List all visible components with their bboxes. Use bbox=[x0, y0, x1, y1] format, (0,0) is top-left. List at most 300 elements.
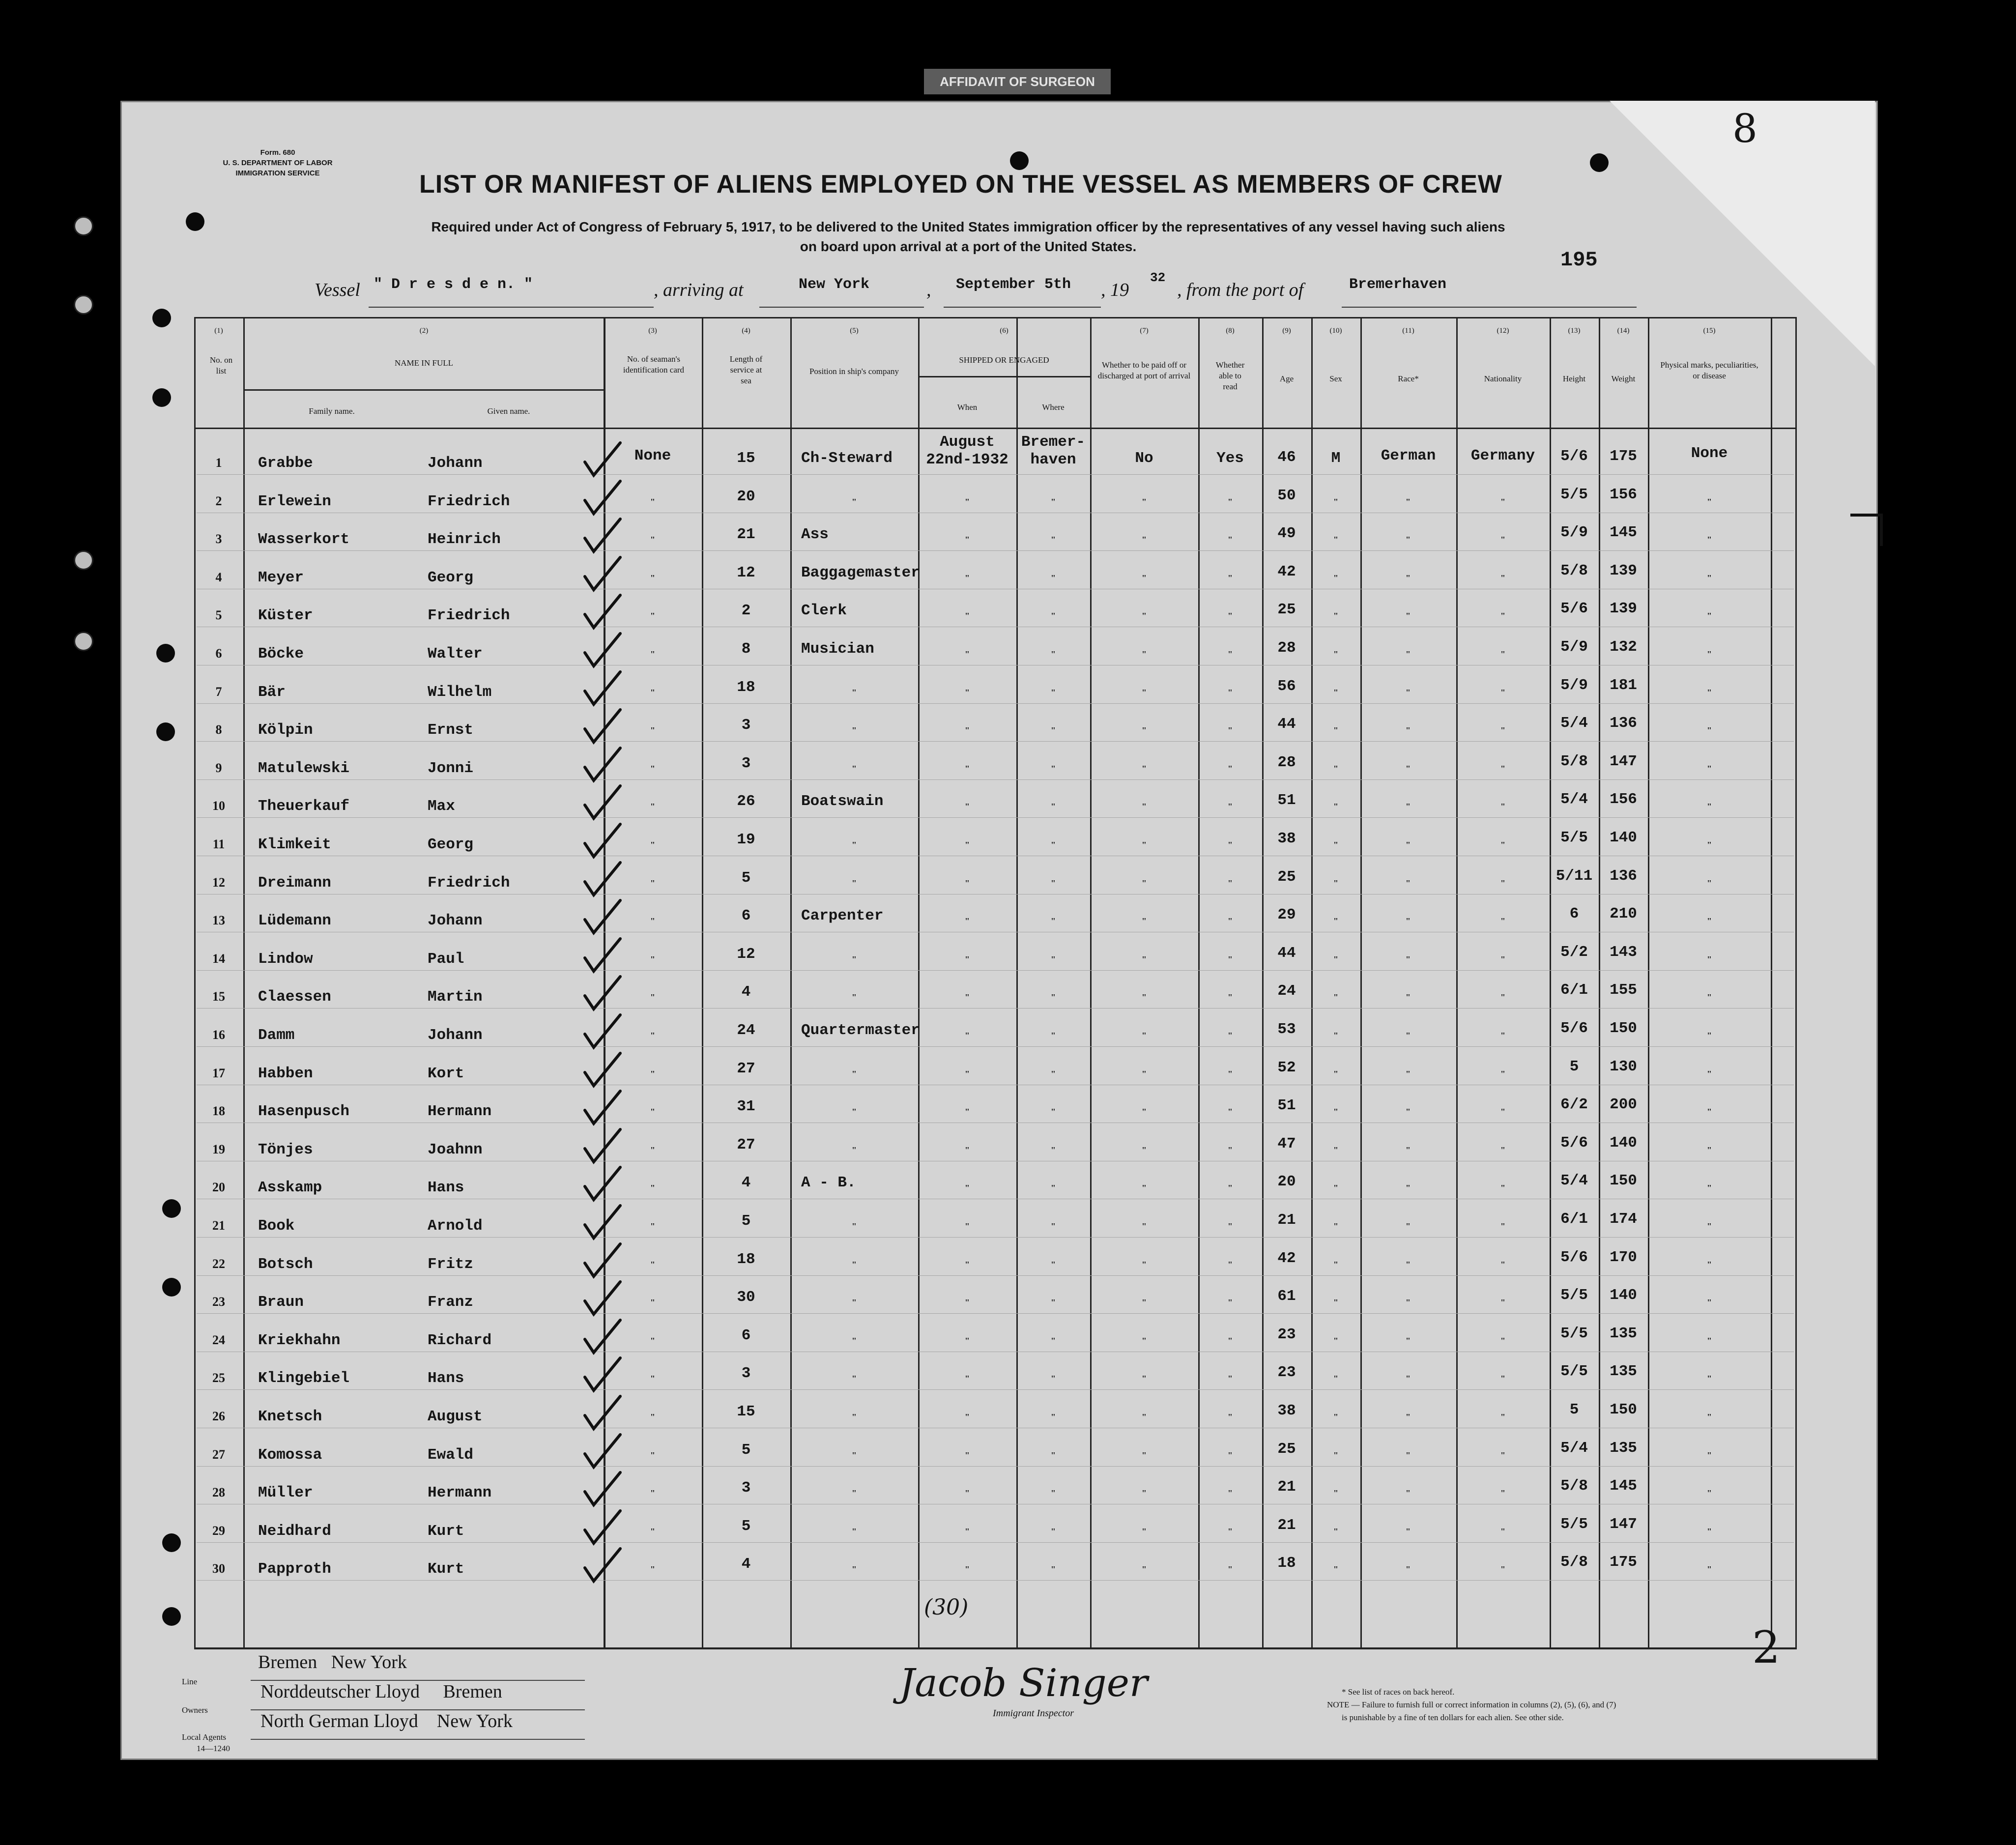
date-value: September 5th bbox=[956, 276, 1071, 293]
ditto-mark: " bbox=[1228, 725, 1233, 735]
ditto-mark: " bbox=[1406, 764, 1411, 774]
check-mark-icon bbox=[580, 860, 624, 899]
age: 23 bbox=[1277, 1364, 1296, 1381]
height: 5/9 bbox=[1560, 524, 1588, 541]
service-years: 18 bbox=[737, 1251, 755, 1268]
ditto-mark: " bbox=[965, 1412, 970, 1422]
binder-hole bbox=[152, 309, 171, 327]
family-name: Dreimann bbox=[258, 874, 331, 892]
age: 50 bbox=[1277, 487, 1296, 504]
ditto-mark: " bbox=[1228, 1527, 1233, 1536]
given-name: Heinrich bbox=[428, 531, 501, 548]
family-name: Book bbox=[258, 1217, 295, 1235]
ditto-mark: " bbox=[1333, 764, 1338, 774]
ditto-mark: " bbox=[1142, 1374, 1147, 1384]
ditto-mark: " bbox=[1707, 1069, 1712, 1079]
corner-mark: 8 bbox=[1732, 106, 1757, 151]
row-rule bbox=[197, 474, 1794, 475]
row-rule bbox=[197, 1313, 1794, 1314]
given-name: Friedrich bbox=[428, 607, 510, 624]
ditto-mark: " bbox=[852, 1221, 857, 1231]
header-race: Race* bbox=[1398, 374, 1419, 383]
ditto-mark: " bbox=[1500, 954, 1505, 964]
ditto-mark: " bbox=[650, 1450, 655, 1460]
weight: 150 bbox=[1610, 1020, 1637, 1037]
header-family-name: Family name. bbox=[309, 406, 355, 416]
ditto-mark: " bbox=[1228, 573, 1233, 583]
check-mark-icon bbox=[580, 1279, 624, 1318]
row-rule bbox=[197, 550, 1794, 551]
height: 5/11 bbox=[1555, 867, 1593, 885]
service-years: 6 bbox=[741, 907, 751, 924]
weight: 150 bbox=[1610, 1172, 1637, 1189]
vessel-label: Vessel bbox=[315, 280, 360, 300]
col-num: (15) bbox=[1703, 327, 1716, 335]
ditto-mark: " bbox=[1228, 1260, 1233, 1269]
ditto-mark: " bbox=[1142, 1297, 1147, 1307]
ditto-mark: " bbox=[1707, 1412, 1712, 1422]
ditto-mark: " bbox=[650, 1488, 655, 1498]
height: 5/6 bbox=[1560, 448, 1588, 465]
col-num: (6) bbox=[1000, 327, 1008, 335]
ditto-mark: " bbox=[1142, 1183, 1147, 1193]
service-years: 4 bbox=[741, 983, 751, 1001]
ditto-mark: " bbox=[1333, 1297, 1338, 1307]
header-seaman-card: No. of seaman's identification card bbox=[623, 354, 685, 375]
list-number: 25 bbox=[212, 1371, 225, 1385]
check-mark-icon bbox=[580, 1012, 624, 1051]
port-value: Bremerhaven bbox=[1349, 276, 1447, 293]
ditto-mark: " bbox=[650, 878, 655, 888]
weight: 135 bbox=[1610, 1363, 1637, 1380]
ditto-mark: " bbox=[1228, 1183, 1233, 1193]
check-mark-icon bbox=[580, 631, 624, 670]
ditto-mark: " bbox=[1500, 1297, 1505, 1307]
where-value: Bremer- bbox=[1021, 433, 1086, 451]
ditto-mark: " bbox=[1500, 1260, 1505, 1269]
ditto-mark: " bbox=[965, 1488, 970, 1498]
ditto-mark: " bbox=[1228, 1107, 1233, 1117]
ditto-mark: " bbox=[1333, 1412, 1338, 1422]
header-age: Age bbox=[1279, 374, 1294, 383]
ditto-mark: " bbox=[650, 1260, 655, 1269]
family-name: Habben bbox=[258, 1065, 313, 1082]
ditto-mark: " bbox=[1333, 573, 1338, 583]
list-number: 24 bbox=[212, 1333, 225, 1347]
ditto-mark: " bbox=[1051, 1297, 1056, 1307]
row-rule bbox=[197, 1542, 1794, 1543]
height: 5/2 bbox=[1560, 944, 1588, 961]
given-name: Martin bbox=[428, 988, 483, 1006]
ditto-mark: " bbox=[1500, 1412, 1505, 1422]
ditto-mark: " bbox=[650, 1412, 655, 1422]
age: 23 bbox=[1277, 1326, 1296, 1343]
ditto-mark: " bbox=[965, 1221, 970, 1231]
list-number: 12 bbox=[212, 875, 225, 890]
header-nationality: Nationality bbox=[1484, 374, 1522, 383]
col-num: (8) bbox=[1226, 327, 1235, 335]
ditto-mark: " bbox=[965, 1450, 970, 1460]
weight: 147 bbox=[1610, 753, 1637, 770]
ditto-mark: " bbox=[1051, 649, 1056, 659]
check-mark-icon bbox=[580, 1508, 624, 1547]
ditto-mark: " bbox=[650, 649, 655, 659]
family-name: Meyer bbox=[258, 569, 304, 586]
family-name: Küster bbox=[258, 607, 313, 624]
col-num: (12) bbox=[1497, 327, 1509, 335]
family-name: Bär bbox=[258, 684, 286, 701]
ditto-mark: " bbox=[1500, 1183, 1505, 1193]
paid-off-value: No bbox=[1135, 450, 1153, 467]
when-value: August bbox=[940, 433, 995, 451]
ditto-mark: " bbox=[1228, 802, 1233, 811]
subtitle-line: Required under Act of Congress of February 5, 1917, to be delivered to the United States immigration officer by the representatives of any vessel having such aliens bbox=[431, 219, 1505, 234]
ditto-mark: " bbox=[965, 1069, 970, 1079]
year-suffix: 32 bbox=[1150, 270, 1166, 285]
given-name: Kurt bbox=[428, 1523, 464, 1540]
age: 56 bbox=[1277, 678, 1296, 695]
service-years: 19 bbox=[737, 831, 755, 848]
ditto-mark: " bbox=[1228, 916, 1233, 926]
ditto-mark: " bbox=[1228, 535, 1233, 545]
agents-label: Local Agents bbox=[182, 1732, 227, 1742]
given-name: Joahnn bbox=[428, 1141, 483, 1158]
service-years: 18 bbox=[737, 679, 755, 696]
ditto-mark: " bbox=[1228, 1069, 1233, 1079]
service-years: 24 bbox=[737, 1022, 755, 1039]
ditto-mark: " bbox=[1228, 840, 1233, 850]
ditto-mark: " bbox=[1500, 1336, 1505, 1346]
ditto-mark: " bbox=[650, 535, 655, 545]
check-mark-icon bbox=[580, 707, 624, 746]
ditto-mark: " bbox=[852, 1336, 857, 1346]
ditto-mark: " bbox=[1707, 1107, 1712, 1117]
position: Boatswain bbox=[801, 793, 884, 810]
check-mark-icon bbox=[580, 1546, 624, 1585]
height: 5 bbox=[1569, 1058, 1579, 1075]
ditto-mark: " bbox=[1142, 1031, 1147, 1040]
ditto-mark: " bbox=[1500, 802, 1505, 811]
ditto-mark: " bbox=[965, 878, 970, 888]
ditto-mark: " bbox=[650, 1145, 655, 1155]
age: 29 bbox=[1277, 906, 1296, 923]
when-value: 22nd-1932 bbox=[926, 451, 1008, 468]
ditto-mark: " bbox=[1707, 992, 1712, 1002]
note-races: * See list of races on back hereof. bbox=[1342, 1687, 1455, 1697]
service-years: 21 bbox=[737, 526, 755, 543]
row-rule bbox=[197, 741, 1794, 742]
height: 5/6 bbox=[1560, 1134, 1588, 1152]
ditto-mark: " bbox=[1406, 954, 1411, 964]
ditto-mark: " bbox=[1500, 1031, 1505, 1040]
given-name: Hans bbox=[428, 1370, 464, 1387]
position: A - B. bbox=[801, 1174, 856, 1191]
ditto-mark: " bbox=[965, 1374, 970, 1384]
ditto-mark: " bbox=[1406, 1450, 1411, 1460]
service: IMMIGRATION SERVICE bbox=[235, 169, 320, 177]
binder-hole bbox=[156, 644, 175, 663]
height: 5/5 bbox=[1560, 1363, 1588, 1380]
ditto-mark: " bbox=[1142, 1564, 1147, 1574]
ditto-mark: " bbox=[965, 992, 970, 1002]
check-mark-icon bbox=[580, 1088, 624, 1127]
ditto-mark: " bbox=[1707, 1183, 1712, 1193]
ditto-mark: " bbox=[1707, 1564, 1712, 1574]
ditto-mark: " bbox=[650, 1564, 655, 1574]
ditto-mark: " bbox=[1228, 1450, 1233, 1460]
ditto-mark: " bbox=[1051, 954, 1056, 964]
age: 21 bbox=[1277, 1517, 1296, 1534]
age: 53 bbox=[1277, 1021, 1296, 1038]
ditto-mark: " bbox=[1500, 1564, 1505, 1574]
col-num: (9) bbox=[1282, 327, 1291, 335]
family-name: Theuerkauf bbox=[258, 798, 350, 815]
family-name: Grabbe bbox=[258, 455, 313, 472]
ditto-mark: " bbox=[1228, 611, 1233, 621]
list-number: 29 bbox=[212, 1524, 225, 1538]
ditto-mark: " bbox=[1051, 1374, 1056, 1384]
ditto-mark: " bbox=[1333, 802, 1338, 811]
family-name: Damm bbox=[258, 1027, 295, 1044]
service-years: 15 bbox=[737, 450, 755, 467]
weight: 210 bbox=[1610, 905, 1637, 922]
ditto-mark: " bbox=[1228, 1374, 1233, 1384]
ditto-mark: " bbox=[1707, 1221, 1712, 1231]
ditto-mark: " bbox=[1142, 916, 1147, 926]
age: 47 bbox=[1277, 1135, 1296, 1153]
manifest-subtitle bbox=[334, 217, 1602, 257]
manifest-title: LIST OR MANIFEST OF ALIENS EMPLOYED ON THE VESSEL AS MEMBERS OF CREW bbox=[419, 170, 1502, 199]
age: 18 bbox=[1277, 1555, 1296, 1572]
header-when: When bbox=[957, 403, 978, 412]
ditto-mark: " bbox=[1051, 878, 1056, 888]
service-years: 3 bbox=[741, 755, 751, 772]
ditto-mark: " bbox=[1051, 1107, 1056, 1117]
ditto-mark: " bbox=[1500, 497, 1505, 507]
top-label: AFFIDAVIT OF SURGEON bbox=[924, 69, 1111, 94]
ditto-mark: " bbox=[1406, 688, 1411, 697]
ditto-mark: " bbox=[1500, 878, 1505, 888]
ditto-mark: " bbox=[1051, 1069, 1056, 1079]
ditto-mark: " bbox=[1707, 840, 1712, 850]
ditto-mark: " bbox=[852, 840, 857, 850]
ditto-mark: " bbox=[1333, 1221, 1338, 1231]
row-rule bbox=[197, 1389, 1794, 1390]
height: 5/5 bbox=[1560, 1287, 1588, 1304]
col-num: (11) bbox=[1402, 327, 1414, 335]
ditto-mark: " bbox=[1500, 764, 1505, 774]
family-name: Lindow bbox=[258, 951, 313, 968]
ditto-mark: " bbox=[650, 992, 655, 1002]
ditto-mark: " bbox=[1500, 1145, 1505, 1155]
ditto-mark: " bbox=[1142, 1450, 1147, 1460]
weight: 181 bbox=[1610, 677, 1637, 694]
ditto-mark: " bbox=[965, 1336, 970, 1346]
family-name: Lüdemann bbox=[258, 912, 331, 929]
ditto-mark: " bbox=[1707, 802, 1712, 811]
ditto-mark: " bbox=[965, 916, 970, 926]
ditto-mark: " bbox=[1051, 1527, 1056, 1536]
physical-value: None bbox=[1691, 445, 1728, 462]
height: 6/1 bbox=[1560, 1211, 1588, 1228]
total-count: (30) bbox=[924, 1595, 969, 1620]
binder-hole bbox=[162, 1607, 181, 1626]
ditto-mark: " bbox=[965, 611, 970, 621]
row-rule bbox=[197, 817, 1794, 818]
check-mark-icon bbox=[580, 783, 624, 822]
given-name: Johann bbox=[428, 912, 483, 929]
height: 5/5 bbox=[1560, 829, 1588, 846]
height: 5/6 bbox=[1560, 1020, 1588, 1037]
ditto-mark: " bbox=[1333, 649, 1338, 659]
age: 24 bbox=[1277, 982, 1296, 1000]
ditto-mark: " bbox=[1406, 1336, 1411, 1346]
check-mark-icon bbox=[580, 440, 624, 479]
vessel-value: " D r e s d e n. " bbox=[374, 276, 533, 293]
list-number: 30 bbox=[212, 1561, 225, 1576]
weight: 156 bbox=[1610, 791, 1637, 808]
service-years: 6 bbox=[741, 1327, 751, 1344]
weight: 143 bbox=[1610, 944, 1637, 961]
height: 5/5 bbox=[1560, 1516, 1588, 1533]
ditto-mark: " bbox=[1500, 573, 1505, 583]
ditto-mark: " bbox=[1228, 878, 1233, 888]
ditto-mark: " bbox=[1051, 688, 1056, 697]
position: Baggagemaster bbox=[801, 564, 920, 581]
position: Quartermaster bbox=[801, 1022, 920, 1039]
family-name: Tönjes bbox=[258, 1141, 313, 1158]
ditto-mark: " bbox=[1142, 1107, 1147, 1117]
family-name: Papproth bbox=[258, 1560, 331, 1578]
form-number: Form. 680 bbox=[260, 148, 295, 157]
check-mark-icon bbox=[580, 745, 624, 784]
ditto-mark: " bbox=[650, 1107, 655, 1117]
ditto-mark: " bbox=[1406, 725, 1411, 735]
ditto-mark: " bbox=[1051, 1336, 1056, 1346]
header-able-read: Whether able to read bbox=[1215, 360, 1245, 391]
ditto-mark: " bbox=[852, 1450, 857, 1460]
ditto-mark: " bbox=[1500, 992, 1505, 1002]
row-rule bbox=[197, 779, 1794, 780]
service-years: 2 bbox=[741, 602, 751, 619]
list-number: 20 bbox=[212, 1180, 225, 1194]
ditto-mark: " bbox=[1142, 1260, 1147, 1269]
ditto-mark: " bbox=[1707, 497, 1712, 507]
ditto-mark: " bbox=[650, 916, 655, 926]
height: 5/9 bbox=[1560, 677, 1588, 694]
ditto-mark: " bbox=[1142, 1527, 1147, 1536]
given-name: Ewald bbox=[428, 1446, 474, 1464]
ditto-mark: " bbox=[650, 1183, 655, 1193]
ditto-mark: " bbox=[1500, 1488, 1505, 1498]
ditto-mark: " bbox=[965, 1527, 970, 1536]
check-mark-icon bbox=[580, 554, 624, 594]
row-rule bbox=[197, 970, 1794, 971]
binder-hole bbox=[156, 722, 175, 741]
position: Clerk bbox=[801, 602, 847, 619]
check-mark-icon bbox=[580, 478, 624, 518]
list-number: 9 bbox=[215, 761, 222, 775]
family-name: Wasserkort bbox=[258, 531, 350, 548]
ditto-mark: " bbox=[965, 802, 970, 811]
family-name: Matulewski bbox=[258, 760, 350, 777]
ditto-mark: " bbox=[1051, 1412, 1056, 1422]
position: Carpenter bbox=[801, 907, 884, 924]
ditto-mark: " bbox=[1406, 649, 1411, 659]
weight: 155 bbox=[1610, 981, 1637, 999]
ditto-mark: " bbox=[1333, 1450, 1338, 1460]
weight: 132 bbox=[1610, 638, 1637, 656]
ditto-mark: " bbox=[650, 611, 655, 621]
ditto-mark: " bbox=[1707, 1297, 1712, 1307]
ditto-mark: " bbox=[650, 764, 655, 774]
id-card-value: None bbox=[634, 447, 671, 464]
list-number: 11 bbox=[212, 837, 225, 851]
check-mark-icon bbox=[580, 669, 624, 708]
height: 5/9 bbox=[1560, 638, 1588, 656]
position: Ch-Steward bbox=[801, 450, 893, 467]
ditto-mark: " bbox=[1406, 1031, 1411, 1040]
ditto-mark: " bbox=[1500, 611, 1505, 621]
ditto-mark: " bbox=[1228, 497, 1233, 507]
list-number: 14 bbox=[212, 951, 225, 966]
check-mark-icon bbox=[580, 1470, 624, 1509]
binder-hole bbox=[162, 1278, 181, 1297]
list-number: 3 bbox=[215, 532, 222, 546]
height: 5/8 bbox=[1560, 1554, 1588, 1571]
ditto-mark: " bbox=[1051, 802, 1056, 811]
owners-value: Norddeutscher Lloyd Bremen bbox=[260, 1681, 502, 1702]
family-name: Kölpin bbox=[258, 721, 313, 739]
ditto-mark: " bbox=[1333, 840, 1338, 850]
check-mark-icon bbox=[580, 936, 624, 975]
ditto-mark: " bbox=[1406, 992, 1411, 1002]
weight: 140 bbox=[1610, 1287, 1637, 1304]
header-name-in-full: NAME IN FULL bbox=[395, 358, 453, 368]
ditto-mark: " bbox=[1142, 497, 1147, 507]
binder-ring bbox=[74, 550, 93, 570]
given-name: Friedrich bbox=[428, 874, 510, 892]
family-name: Botsch bbox=[258, 1256, 313, 1273]
sex-value: M bbox=[1331, 450, 1341, 467]
binder-hole bbox=[162, 1199, 181, 1218]
ditto-mark: " bbox=[650, 725, 655, 735]
height: 5/5 bbox=[1560, 486, 1588, 503]
row-rule bbox=[197, 1046, 1794, 1047]
age: 25 bbox=[1277, 868, 1296, 886]
service-years: 27 bbox=[737, 1060, 755, 1077]
service-years: 3 bbox=[741, 1479, 751, 1497]
ditto-mark: " bbox=[1406, 1069, 1411, 1079]
ditto-mark: " bbox=[1142, 1488, 1147, 1498]
ditto-mark: " bbox=[1406, 1488, 1411, 1498]
weight: 136 bbox=[1610, 715, 1637, 732]
family-name: Asskamp bbox=[258, 1179, 322, 1196]
height: 5/4 bbox=[1560, 715, 1588, 732]
ditto-mark: " bbox=[1707, 1260, 1712, 1269]
given-name: August bbox=[428, 1408, 483, 1425]
ditto-mark: " bbox=[650, 1297, 655, 1307]
given-name: Richard bbox=[428, 1332, 492, 1349]
age: 46 bbox=[1277, 449, 1296, 466]
service-years: 5 bbox=[741, 1441, 751, 1459]
height: 5/8 bbox=[1560, 1477, 1588, 1495]
ditto-mark: " bbox=[1707, 688, 1712, 697]
ditto-mark: " bbox=[1333, 497, 1338, 507]
ditto-mark: " bbox=[1406, 573, 1411, 583]
ditto-mark: " bbox=[1228, 1488, 1233, 1498]
ditto-mark: " bbox=[1500, 535, 1505, 545]
